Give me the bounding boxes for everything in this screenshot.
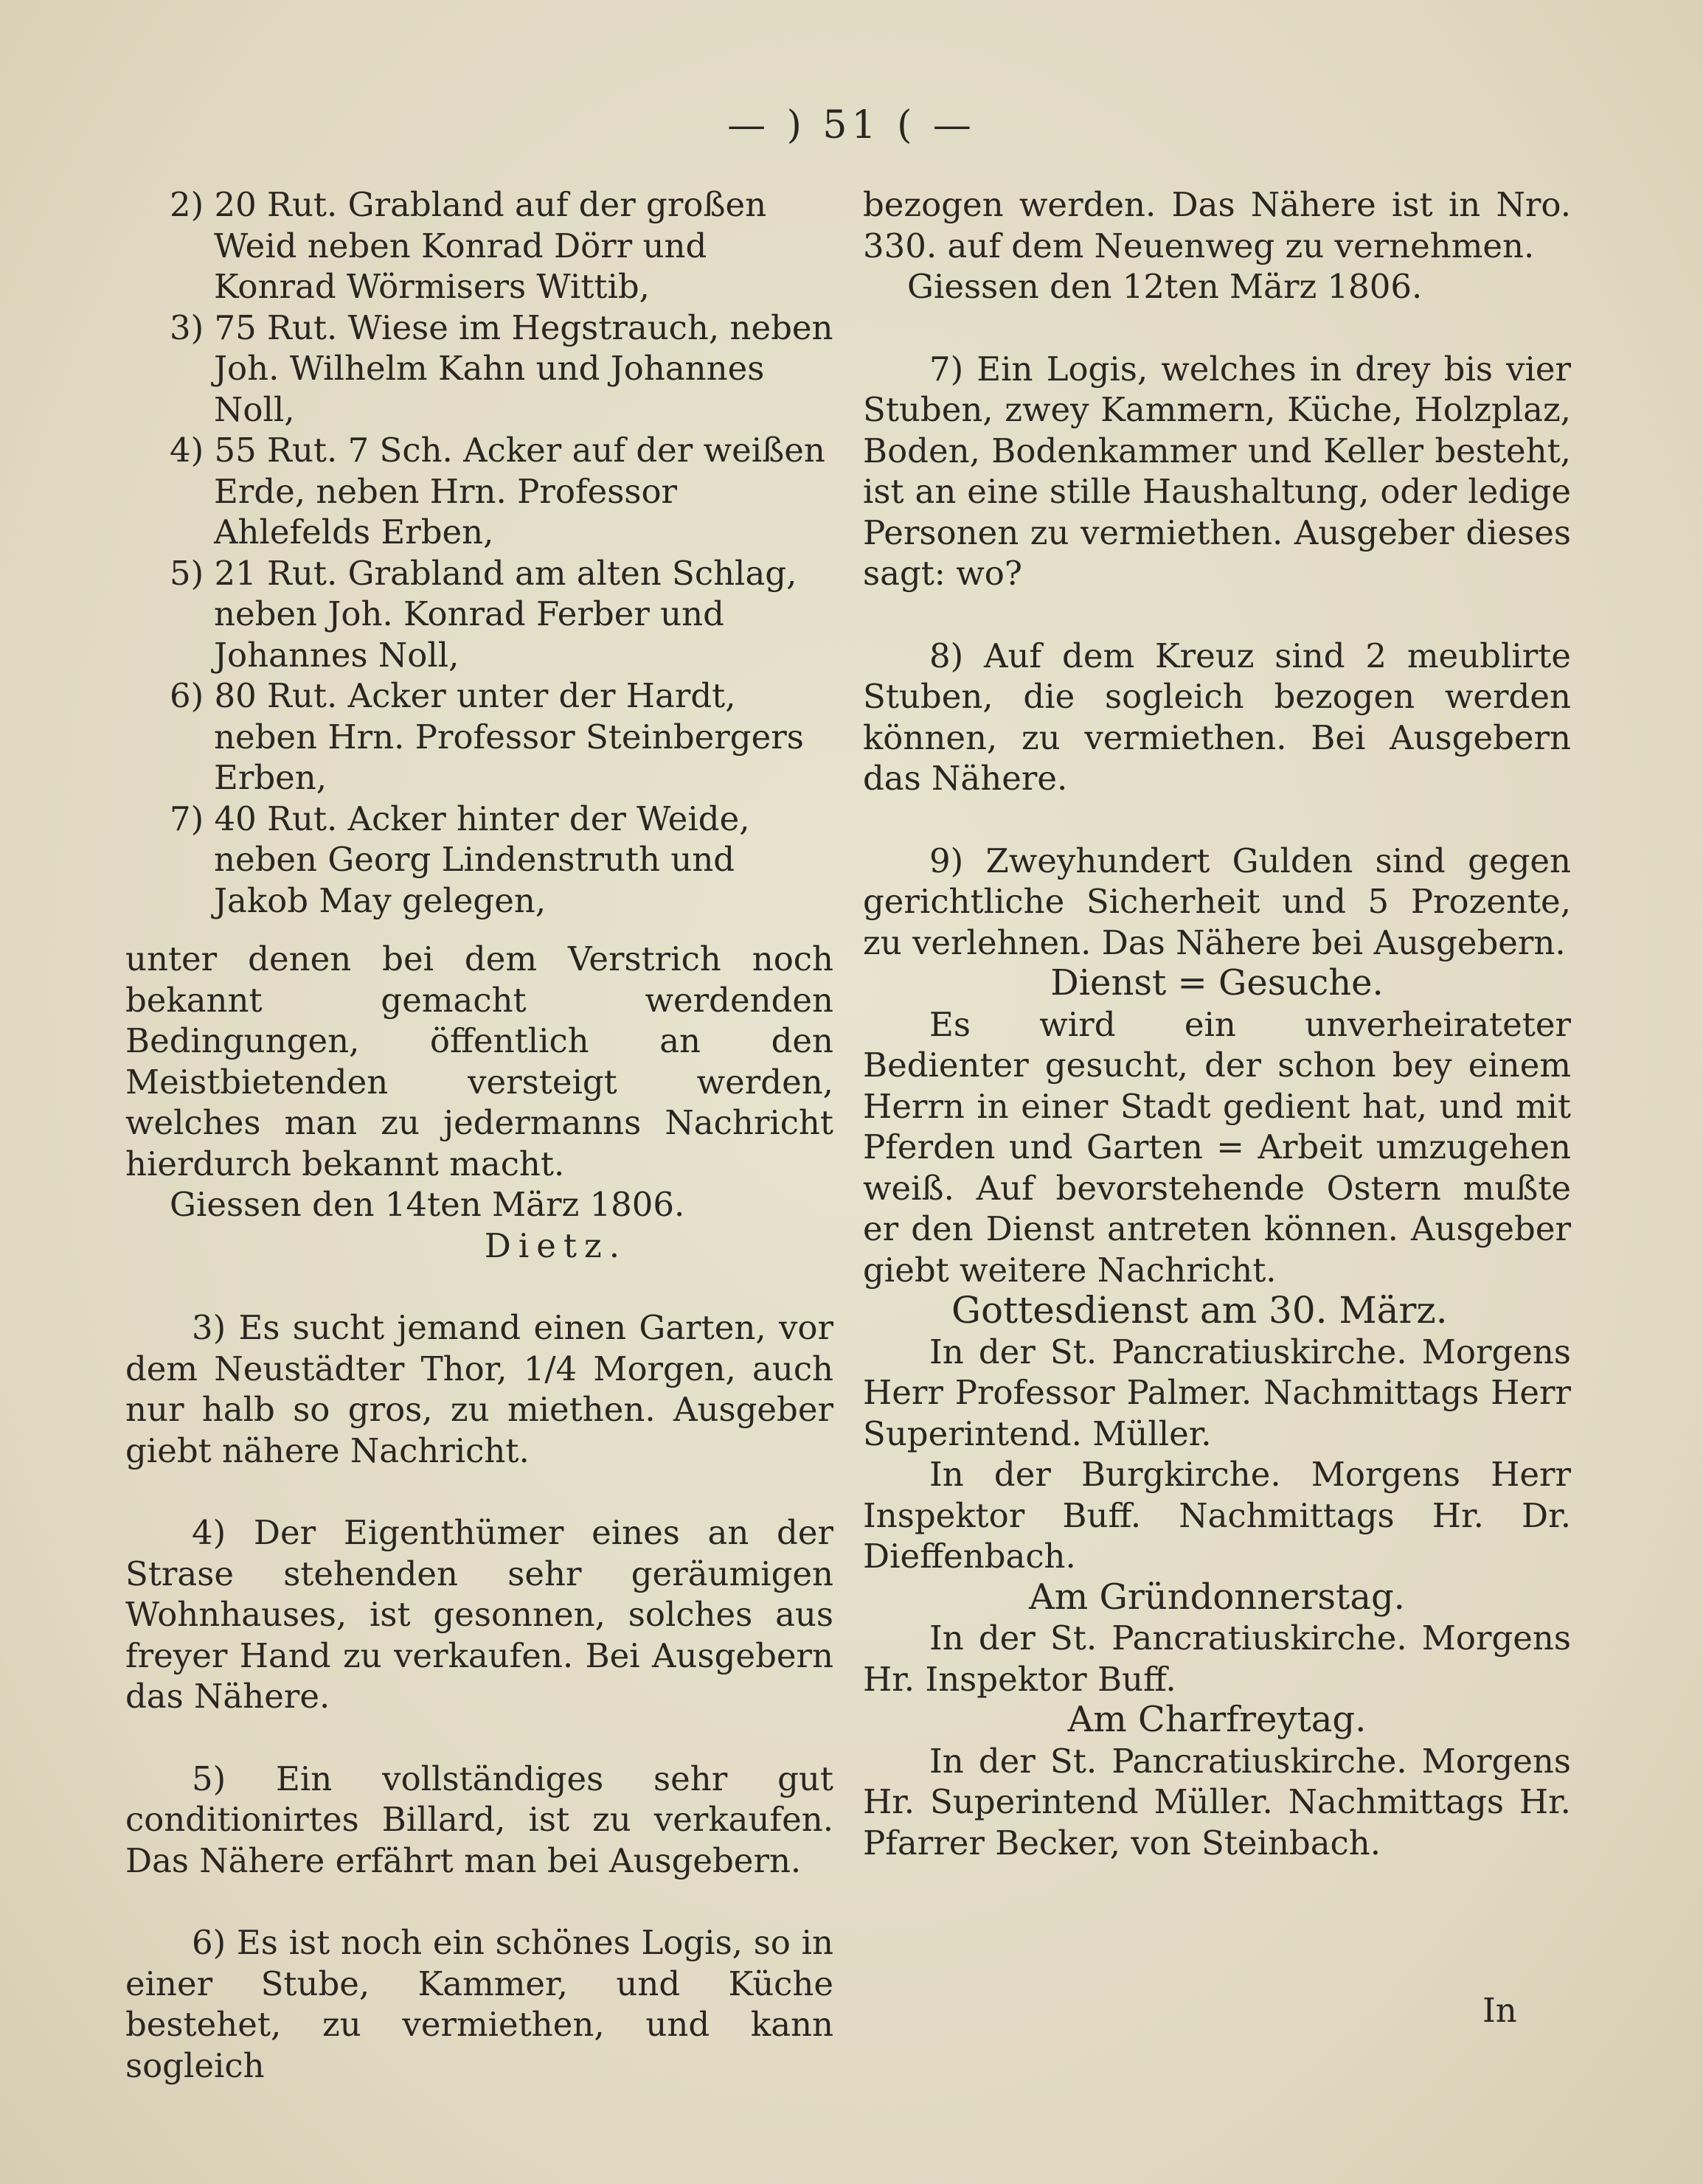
- dienst-gesuche-heading: Dienst = Gesuche.: [1050, 962, 1384, 1004]
- ad-6-date: Giessen den 12ten März 1806.: [907, 267, 1423, 306]
- land-item-2: 2) 20 Rut. Grabland auf der großen Weid neben Konrad Dörr und Konrad Wörmisers Wittib,: [170, 185, 767, 306]
- gottesdienst-pancratius: In der St. Pancratiuskirche. Morgens Herr Professor Palmer. Nachmittags Herr Superintend. Müller.: [863, 1332, 1571, 1453]
- ad-7: 7) Ein Logis, welches in drey bis vier Stuben, zwey Kammern, Küche, Holzplaz, Boden, Bodenkammer und Keller besteht, ist an eine stille Haushaltung, oder ledige Personen zu vermiethen. Ausgeber dieses sagt: wo?: [863, 349, 1571, 593]
- land-item-4: 4) 55 Rut. 7 Sch. Acker auf der weißen Erde, neben Hrn. Professor Ahlefelds Erben,: [170, 431, 825, 552]
- gottesdienst-burgkirche: In der Burgkirche. Morgens Herr Inspektor Buff. Nachmittags Hr. Dr. Dieffenbach.: [863, 1455, 1571, 1576]
- ad-5: 5) Ein vollständiges sehr gut conditionirtes Billard, ist zu verkaufen. Das Nähere erfährt man bei Ausgebern.: [125, 1759, 833, 1880]
- charfreytag-text: In der St. Pancratiuskirche. Morgens Hr. Superintend Müller. Nachmittags Hr. Pfarrer Becker, von Steinbach.: [863, 1741, 1571, 1863]
- catchword: In: [1482, 1991, 1517, 2030]
- land-item-7: 7) 40 Rut. Acker hinter der Weide, neben Georg Lindenstruth und Jakob May gelegen,: [170, 799, 750, 920]
- charfreytag-heading: Am Charfreytag.: [1067, 1699, 1367, 1740]
- ad-6: 6) Es ist noch ein schönes Logis, so in einer Stube, Kammer, und Küche bestehet, zu vermiethen, und kann sogleich: [125, 1923, 833, 2085]
- auction-date: Giessen den 14ten März 1806.: [170, 1185, 685, 1224]
- ad-6-continued: bezogen werden. Das Nähere ist in Nro. 330. auf dem Neuenweg zu vernehmen.: [863, 185, 1571, 265]
- page-number: — ) 51 ( —: [727, 103, 976, 147]
- ad-3: 3) Es sucht jemand einen Garten, vor dem Neustädter Thor, 1/4 Morgen, auch nur halb so gros, zu miethen. Ausgeber giebt nähere Nachricht.: [125, 1308, 833, 1470]
- right-column: [863, 184, 1571, 1863]
- land-item-5: 5) 21 Rut. Grabland am alten Schlag, neben Joh. Konrad Ferber und Johannes Noll,: [170, 553, 797, 675]
- auction-closing-text: unter denen bei dem Verstrich noch bekannt gemacht werdenden Bedingungen, öffentlich an den Meistbietenden versteigt werden, welches man zu jedermanns Nachricht hierdurch bekannt macht.: [125, 939, 833, 1183]
- ad-8: 8) Auf dem Kreuz sind 2 meublirte Stuben, die sogleich bezogen werden können, zu vermiethen. Bei Ausgebern das Nähere.: [863, 636, 1571, 798]
- gruendonnerstag-text: In der St. Pancratiuskirche. Morgens Hr. Inspektor Buff.: [863, 1618, 1571, 1699]
- signature: Dietz.: [484, 1225, 627, 1265]
- land-item-3: 3) 75 Rut. Wiese im Hegstrauch, neben Joh. Wilhelm Kahn und Johannes Noll,: [170, 307, 833, 429]
- left-column: [125, 184, 833, 2086]
- dienst-gesuche-text: Es wird ein unverheirateter Bedienter gesucht, der schon bey einem Herrn in einer Stadt gedient hat, und mit Pferden und Garten = Arbeit umzugehen weiß. Auf bevorstehende Ostern mußte er den Dienst antreten können. Ausgeber giebt weitere Nachricht.: [863, 1004, 1571, 1290]
- land-item-6: 6) 80 Rut. Acker unter der Hardt, neben Hrn. Professor Steinbergers Erben,: [170, 676, 804, 797]
- gottesdienst-heading: Gottesdienst am 30. März.: [951, 1289, 1448, 1332]
- gruendonnerstag-heading: Am Gründonnerstag.: [1029, 1576, 1405, 1618]
- ad-4: 4) Der Eigenthümer eines an der Strase stehenden sehr geräumigen Wohnhauses, ist gesonnen, solches aus freyer Hand zu verkaufen. Bei Ausgebern das Nähere.: [125, 1513, 833, 1716]
- ad-9: 9) Zweyhundert Gulden sind gegen gerichtliche Sicherheit und 5 Prozente, zu verlehnen. Das Nähere bei Ausgebern.: [863, 841, 1571, 962]
